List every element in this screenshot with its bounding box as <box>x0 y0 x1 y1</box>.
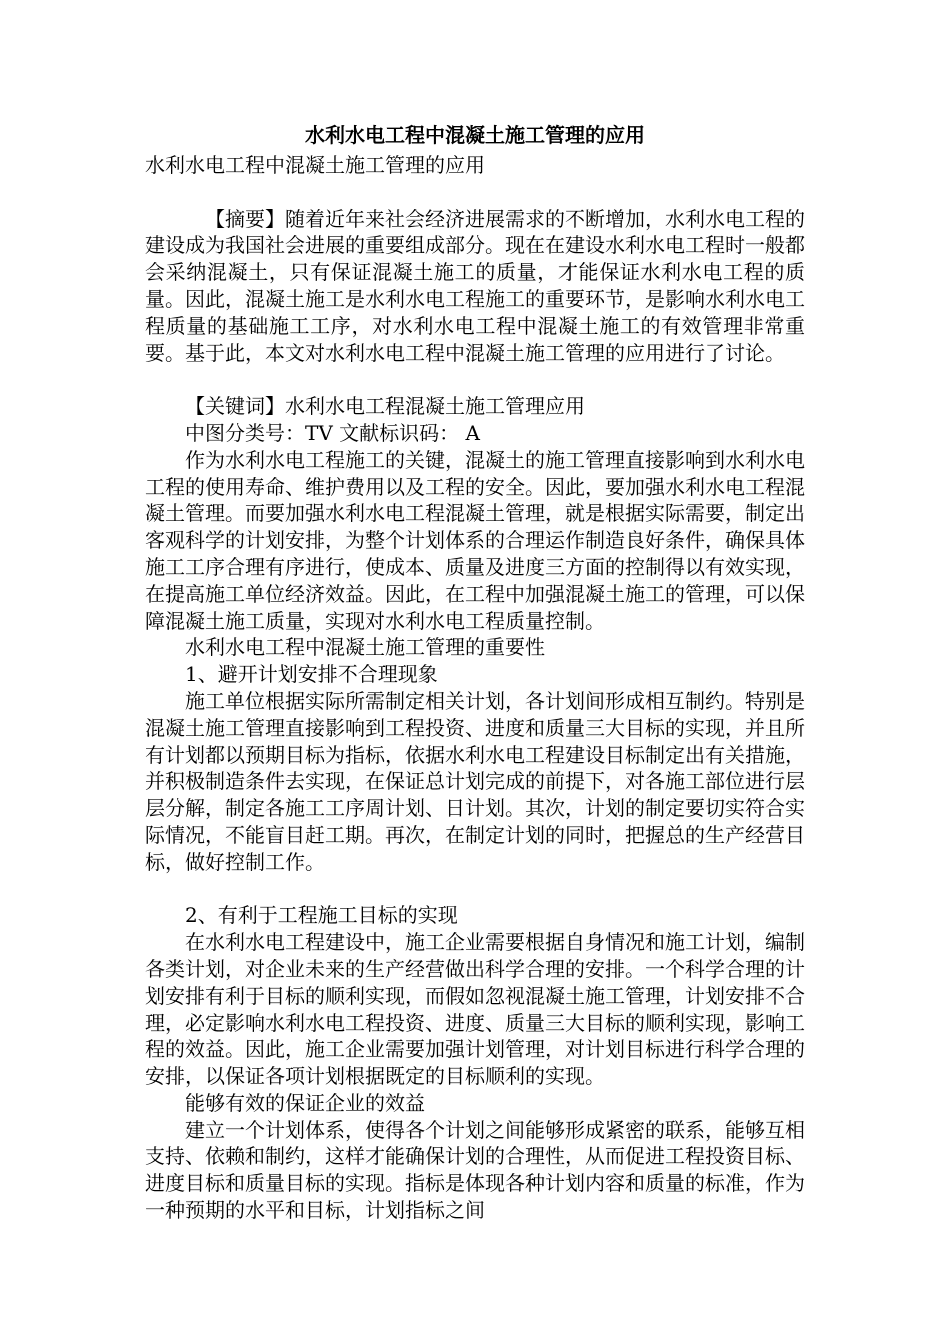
keywords-line: 【关键词】水利水电工程混凝土施工管理应用 <box>185 394 585 419</box>
blank-line <box>145 876 805 903</box>
subsection-paragraph-3: 建立一个计划体系，使得各个计划之间能够形成紧密的联系，能够互相支持、依赖和制约，这样才能确保计划的合理性，从而促进工程投资目标、进度目标和质量目标的实现。指标是体现各种计划内容和质量的标准，作为一种预期的水平和目标，计划指标之间 <box>145 1117 805 1223</box>
blank-line <box>145 366 805 393</box>
document-title: 水利水电工程中混凝土施工管理的应用 <box>305 123 645 147</box>
document-subtitle: 水利水电工程中混凝土施工管理的应用 <box>145 153 485 177</box>
blank-line <box>145 179 805 206</box>
subsection-heading-3: 能够有效的保证企业的效益 <box>185 1090 425 1115</box>
subsection-heading-2: 2、有利于工程施工目标的实现 <box>185 903 458 928</box>
intro-paragraph: 作为水利水电工程施工的关键，混凝土的施工管理直接影响到水利水电工程的使用寿命、维护费用以及工程的安全。因此，要加强水利水电工程混凝土管理。而要加强水利水电工程混凝土管理，就是根据实际需要，制定出客观科学的计划安排，为整个计划体系的合理运作制造良好条件，确保具体施工工序合理有序进行，使成本、质量及进度三方面的控制得以有效实现，在提高施工单位经济效益。因此，在工程中加强混凝土施工的管理，可以保障混凝土施工质量，实现对水利水电工程质量控制。 <box>145 447 805 633</box>
subsection-paragraph-1: 施工单位根据实际所需制定相关计划，各计划间形成相互制约。特别是混凝土施工管理直接影响到工程投资、进度和质量三大目标的实现，并且所有计划都以预期目标为指标，依据水利水电工程建设目标制定出有关措施，并积极制造条件去实现，在保证总计划完成的前提下，对各施工部位进行层层分解，制定各施工工序周计划、日计划。其次，计划的制定要切实符合实际情况，不能盲目赶工期。再次，在制定计划的同时，把握总的生产经营目标，做好控制工作。 <box>145 688 805 874</box>
classification-line: 中图分类号：TV 文献标识码： A <box>185 420 480 445</box>
section-heading-importance: 水利水电工程中混凝土施工管理的重要性 <box>185 635 545 660</box>
subsection-heading-1: 1、避开计划安排不合理现象 <box>185 662 438 687</box>
document-page <box>145 118 805 1224</box>
abstract-paragraph: 【摘要】随着近年来社会经济进展需求的不断增加，水利水电工程的建设成为我国社会进展的重要组成部分。现在在建设水利水电工程时一般都会采纳混凝土，只有保证混凝土施工的质量，才能保证水利水电工程的质量。因此，混凝土施工是水利水电工程施工的重要环节，是影响水利水电工程质量的基础施工工序，对水利水电工程中混凝土施工的有效管理非常重要。基于此，本文对水利水电工程中混凝土施工管理的应用进行了讨论。 <box>145 206 805 365</box>
subsection-paragraph-2: 在水利水电工程建设中，施工企业需要根据自身情况和施工计划，编制各类计划，对企业未来的生产经营做出科学合理的安排。一个科学合理的计划安排有利于目标的顺利实现，而假如忽视混凝土施工管理，计划安排不合理，必定影响水利水电工程投资、进度、质量三大目标的顺利实现，影响工程的效益。因此，施工企业需要加强计划管理，对计划目标进行科学合理的安排，以保证各项计划根据既定的目标顺利的实现。 <box>145 930 805 1089</box>
